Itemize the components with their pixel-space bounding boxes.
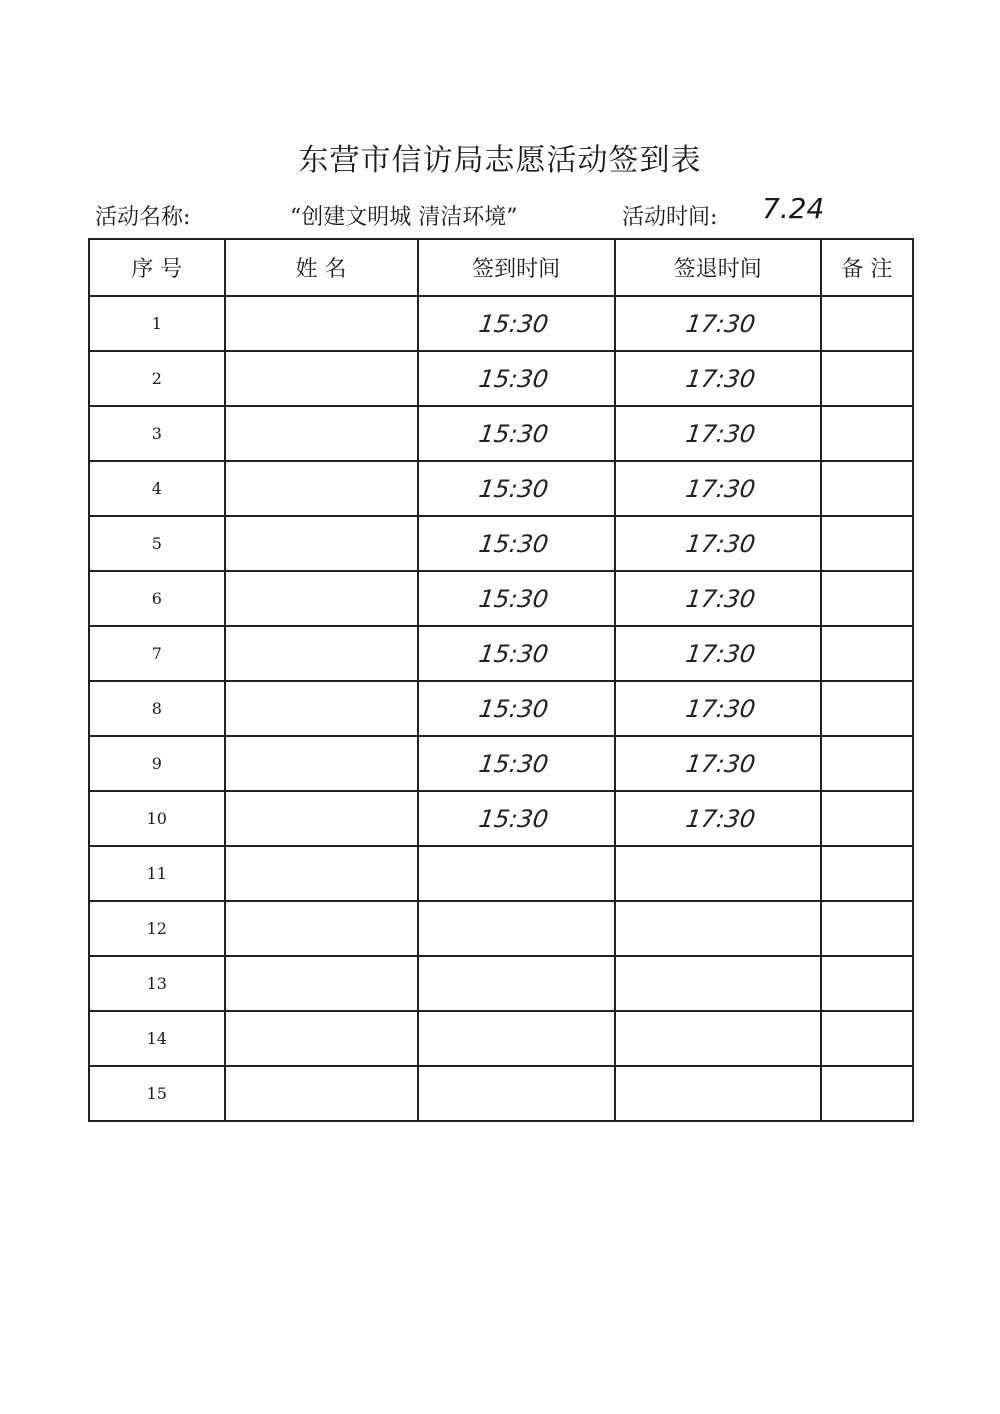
row-note — [821, 956, 913, 1011]
row-sign-in-time-text: 15:30 — [476, 474, 550, 503]
row-note — [821, 846, 913, 901]
row-sign-out-time-text: 17:30 — [683, 309, 757, 338]
row-sign-out-time — [615, 1011, 821, 1066]
row-sign-in-time — [418, 461, 615, 516]
row-sign-in-time — [418, 846, 615, 901]
row-name — [225, 406, 418, 461]
row-sign-out-time-text: 17:30 — [683, 694, 757, 723]
row-number — [89, 846, 225, 901]
row-note — [821, 1066, 913, 1121]
row-sign-in-time — [418, 571, 615, 626]
row-sign-in-time-text: 15:30 — [476, 749, 550, 778]
row-number — [89, 1011, 225, 1066]
row-number-text: 2 — [151, 369, 162, 388]
row-number-text: 6 — [151, 589, 162, 608]
row-number-text: 4 — [151, 479, 162, 498]
row-note — [821, 626, 913, 681]
table-row — [89, 351, 913, 406]
sign-in-table — [88, 238, 914, 1122]
row-name — [225, 901, 418, 956]
table-row — [89, 516, 913, 571]
row-number — [89, 956, 225, 1011]
table-row — [89, 736, 913, 791]
row-sign-out-time — [615, 846, 821, 901]
row-sign-out-time — [615, 1066, 821, 1121]
row-number-text: 5 — [151, 534, 162, 553]
row-name — [225, 791, 418, 846]
row-sign-in-time — [418, 956, 615, 1011]
row-sign-in-time — [418, 901, 615, 956]
row-note — [821, 351, 913, 406]
row-number — [89, 406, 225, 461]
row-note — [821, 1011, 913, 1066]
row-sign-in-time — [418, 1011, 615, 1066]
row-number-text: 11 — [146, 864, 167, 883]
row-sign-out-time — [615, 736, 821, 791]
table-row — [89, 296, 913, 351]
row-note — [821, 406, 913, 461]
row-number-text: 1 — [151, 314, 162, 333]
header-name: 姓 名 — [225, 239, 418, 296]
row-number-text: 8 — [151, 699, 162, 718]
row-sign-in-time-text: 15:30 — [476, 639, 550, 668]
row-name — [225, 571, 418, 626]
row-name — [225, 956, 418, 1011]
header-note: 备 注 — [821, 239, 913, 296]
row-sign-out-time-text: 17:30 — [683, 364, 757, 393]
row-sign-out-time-text: 17:30 — [683, 584, 757, 613]
row-note — [821, 571, 913, 626]
row-name — [225, 351, 418, 406]
row-number-text: 13 — [146, 974, 167, 993]
row-sign-out-time — [615, 296, 821, 351]
table-row — [89, 461, 913, 516]
row-sign-in-time-text: 15:30 — [476, 309, 550, 338]
activity-name-label: 活动名称: — [95, 205, 191, 230]
activity-time-value: 7.24 — [762, 192, 825, 225]
row-sign-out-time-text: 17:30 — [683, 749, 757, 778]
row-name — [225, 296, 418, 351]
row-note — [821, 791, 913, 846]
row-sign-out-time-text: 17:30 — [683, 419, 757, 448]
sheet-title: 东营市信访局志愿活动签到表 — [298, 143, 702, 178]
row-sign-in-time — [418, 736, 615, 791]
table-row — [89, 1066, 913, 1121]
row-sign-in-time — [418, 626, 615, 681]
row-sign-out-time — [615, 351, 821, 406]
row-note — [821, 681, 913, 736]
row-note — [821, 461, 913, 516]
row-name — [225, 626, 418, 681]
row-sign-out-time — [615, 791, 821, 846]
row-number-text: 9 — [151, 754, 162, 773]
row-sign-out-time — [615, 461, 821, 516]
row-sign-out-time — [615, 516, 821, 571]
table-row — [89, 1011, 913, 1066]
row-number — [89, 571, 225, 626]
row-sign-out-time — [615, 406, 821, 461]
row-sign-in-time-text: 15:30 — [476, 694, 550, 723]
table-row — [89, 956, 913, 1011]
row-name — [225, 1066, 418, 1121]
row-number-text: 12 — [146, 919, 167, 938]
row-name — [225, 516, 418, 571]
row-name — [225, 461, 418, 516]
activity-name-value: “创建文明城 清洁环境” — [290, 205, 518, 230]
row-sign-in-time — [418, 516, 615, 571]
row-number — [89, 626, 225, 681]
row-number — [89, 1066, 225, 1121]
header-sign-out-time: 签退时间 — [615, 239, 821, 296]
table-row — [89, 626, 913, 681]
row-sign-in-time-text: 15:30 — [476, 804, 550, 833]
row-sign-in-time — [418, 1066, 615, 1121]
row-sign-in-time-text: 15:30 — [476, 529, 550, 558]
row-number-text: 14 — [146, 1029, 167, 1048]
row-note — [821, 901, 913, 956]
row-name — [225, 846, 418, 901]
row-note — [821, 296, 913, 351]
row-sign-in-time-text: 15:30 — [476, 419, 550, 448]
row-sign-out-time — [615, 901, 821, 956]
header-sign-in-time: 签到时间 — [418, 239, 615, 296]
row-number — [89, 791, 225, 846]
table-row — [89, 681, 913, 736]
table-row — [89, 791, 913, 846]
activity-time-label: 活动时间: — [622, 205, 718, 230]
row-number — [89, 901, 225, 956]
row-sign-out-time — [615, 571, 821, 626]
row-number — [89, 461, 225, 516]
row-sign-out-time — [615, 681, 821, 736]
table-header-row — [89, 239, 913, 296]
table-row — [89, 901, 913, 956]
row-note — [821, 736, 913, 791]
table-row — [89, 571, 913, 626]
row-sign-in-time — [418, 296, 615, 351]
row-sign-in-time — [418, 791, 615, 846]
row-name — [225, 736, 418, 791]
row-sign-out-time-text: 17:30 — [683, 529, 757, 558]
row-name — [225, 1011, 418, 1066]
row-note — [821, 516, 913, 571]
row-sign-in-time — [418, 351, 615, 406]
row-number-text: 7 — [151, 644, 162, 663]
table-row — [89, 846, 913, 901]
header-no: 序 号 — [89, 239, 225, 296]
row-name — [225, 681, 418, 736]
row-sign-in-time-text: 15:30 — [476, 364, 550, 393]
row-number — [89, 296, 225, 351]
row-sign-out-time — [615, 626, 821, 681]
row-number-text: 3 — [151, 424, 162, 443]
row-number — [89, 736, 225, 791]
table-row — [89, 406, 913, 461]
row-sign-in-time — [418, 681, 615, 736]
row-sign-out-time-text: 17:30 — [683, 474, 757, 503]
row-sign-in-time — [418, 406, 615, 461]
row-sign-out-time-text: 17:30 — [683, 639, 757, 668]
row-number — [89, 681, 225, 736]
row-number-text: 10 — [146, 809, 167, 828]
row-sign-in-time-text: 15:30 — [476, 584, 550, 613]
row-number — [89, 516, 225, 571]
row-number-text: 15 — [146, 1084, 167, 1103]
row-sign-out-time-text: 17:30 — [683, 804, 757, 833]
row-number — [89, 351, 225, 406]
row-sign-out-time — [615, 956, 821, 1011]
